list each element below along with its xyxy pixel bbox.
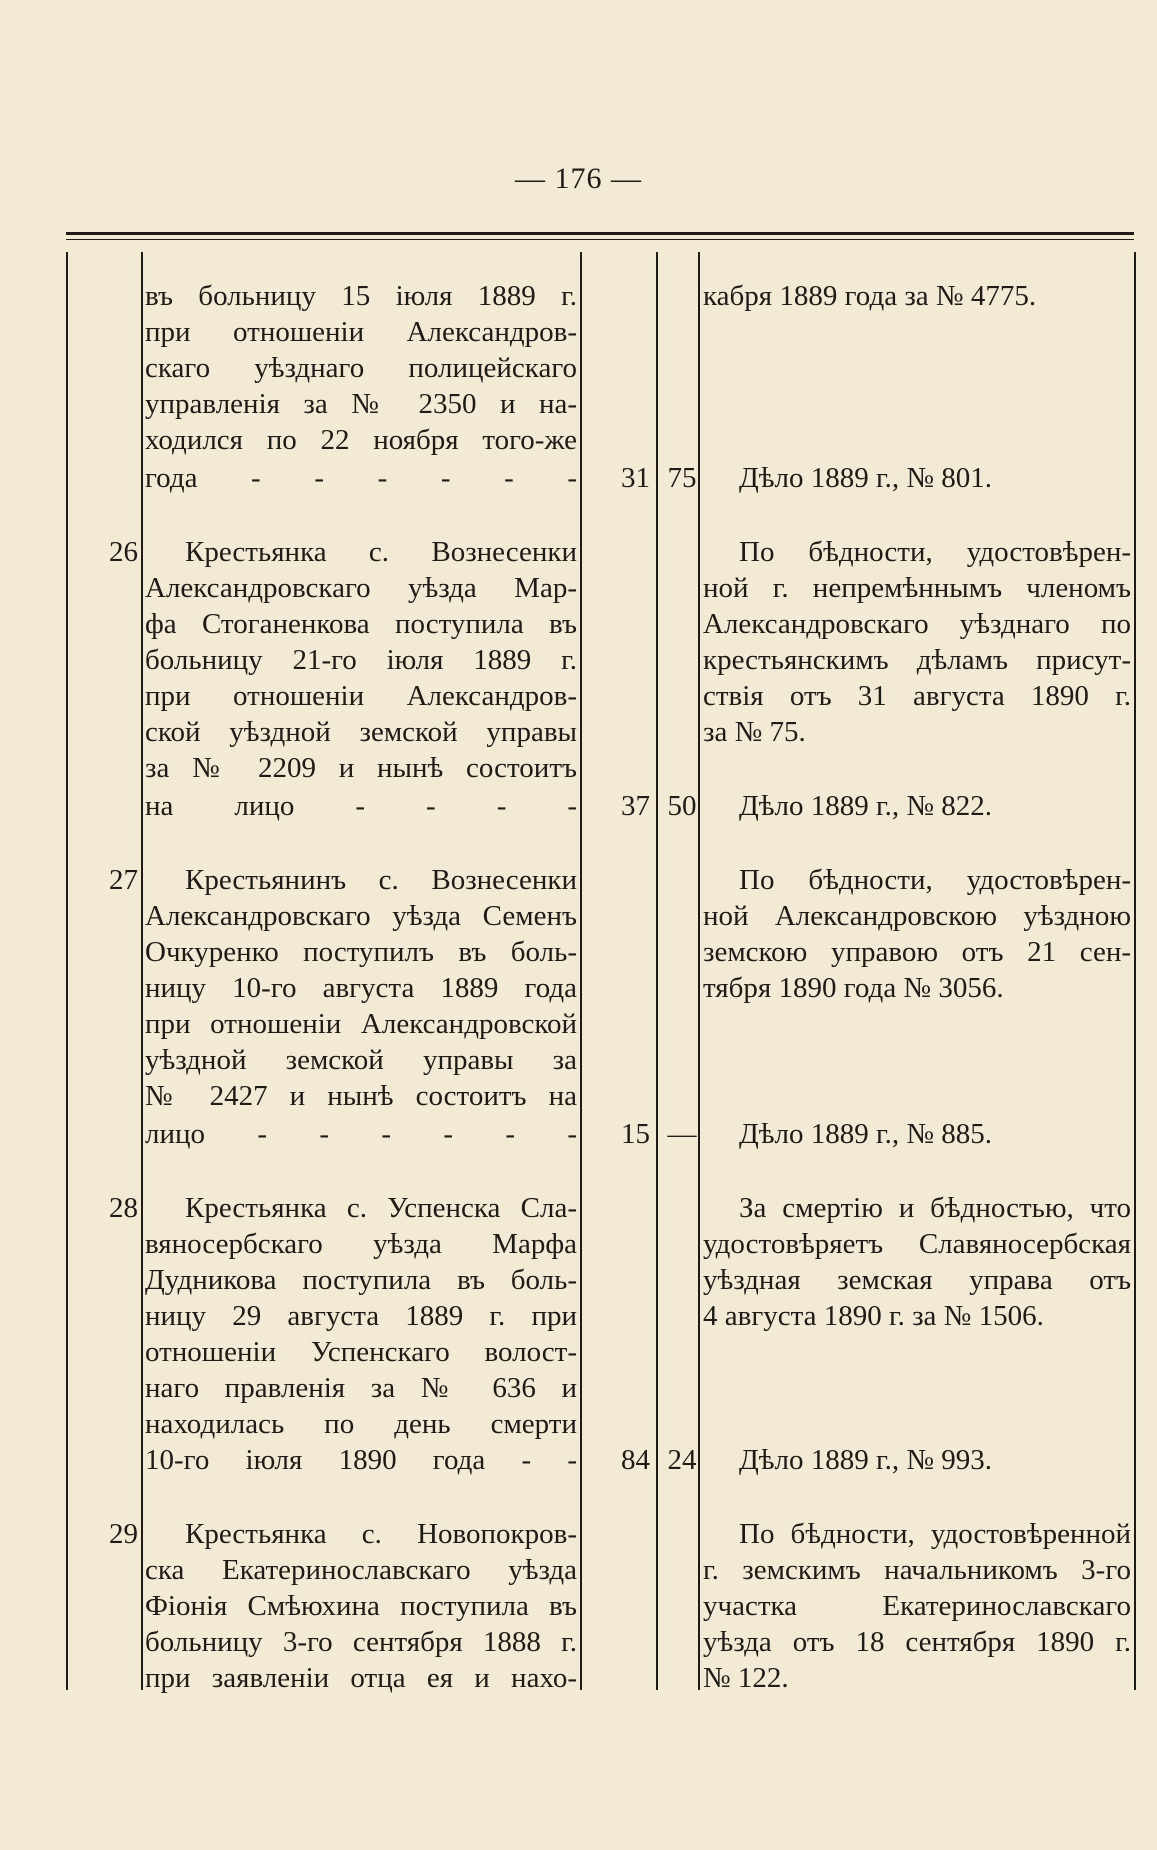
entry-description-line: ницу 29 августа 1889 г. при bbox=[145, 1300, 577, 1332]
amount-kopecks: 24 bbox=[667, 1444, 697, 1476]
entry-description-line: управленія за № 2350 и на- bbox=[145, 388, 577, 420]
entry-description-line: 10-го іюля 1890 года - - bbox=[145, 1444, 577, 1476]
note-line: за № 75. bbox=[703, 716, 806, 748]
entry-description-line: Очкуренко поступилъ въ боль- bbox=[145, 936, 577, 968]
entry-description-line: ской уѣздной земской управы bbox=[145, 716, 577, 748]
note-line: кабря 1889 года за № 4775. bbox=[703, 280, 1037, 312]
entry-number: 26 bbox=[109, 536, 138, 568]
entry-number: 27 bbox=[109, 864, 138, 896]
note-line: По бѣдности, удостовѣрен- bbox=[739, 864, 1131, 896]
note-line: ствія отъ 31 августа 1890 г. bbox=[703, 680, 1131, 712]
entry-number: 28 bbox=[109, 1192, 138, 1224]
entry-description-line: скаго уѣзднаго полицейскаго bbox=[145, 352, 577, 384]
column-divider bbox=[580, 252, 582, 1690]
entry-description-line: Крестьянка с. Новопокров- bbox=[185, 1518, 577, 1550]
amount-rubles: 31 bbox=[621, 462, 650, 494]
note-line: удостовѣряетъ Славяносербская bbox=[703, 1228, 1131, 1260]
page-number: — 176 — bbox=[515, 162, 642, 195]
entry-description-line: ницу 10-го августа 1889 года bbox=[145, 972, 577, 1004]
note-line: 4 августа 1890 г. за № 1506. bbox=[703, 1300, 1044, 1332]
case-reference: Дѣло 1889 г., № 993. bbox=[739, 1444, 993, 1476]
note-line: уѣздная земская управа отъ bbox=[703, 1264, 1131, 1296]
entry-description-line: Крестьянка с. Вознесенки bbox=[185, 536, 577, 568]
entry-description-line: фа Стоганенкова поступила въ bbox=[145, 608, 577, 640]
entry-description-line: отношеніи Успенскаго волост- bbox=[145, 1336, 577, 1368]
amount-rubles: 84 bbox=[621, 1444, 650, 1476]
amount-rubles: 15 bbox=[621, 1118, 650, 1150]
entry-description-line: года - - - - - - bbox=[145, 462, 577, 494]
entry-description-line: больницу 3-го сентября 1888 г. bbox=[145, 1626, 577, 1658]
amount-kopecks: — bbox=[667, 1118, 697, 1150]
column-divider bbox=[66, 252, 68, 1690]
column-divider bbox=[1134, 252, 1136, 1690]
entry-description-line: Александровскаго уѣзда Мар- bbox=[145, 572, 577, 604]
note-line: уѣзда отъ 18 сентября 1890 г. bbox=[703, 1626, 1131, 1658]
note-line: Александровскаго уѣзднаго по bbox=[703, 608, 1131, 640]
entry-description-line: Александровскаго уѣзда Семенъ bbox=[145, 900, 577, 932]
entry-description-line: наго правленія за № 636 и bbox=[145, 1372, 577, 1404]
entry-description-line: Дудникова поступила въ боль- bbox=[145, 1264, 577, 1296]
amount-kopecks: 50 bbox=[667, 790, 697, 822]
column-divider bbox=[141, 252, 143, 1690]
entry-description-line: при заявленіи отца ея и нахо- bbox=[145, 1662, 577, 1694]
entry-description-line: уѣздной земской управы за bbox=[145, 1044, 577, 1076]
entry-description-line: больницу 21-го іюля 1889 г. bbox=[145, 644, 577, 676]
entry-description-line: вяносербскаго уѣзда Марфа bbox=[145, 1228, 577, 1260]
entry-description-line: лицо - - - - - - bbox=[145, 1118, 577, 1150]
entry-description-line: при отношеніи Александровской bbox=[145, 1008, 577, 1040]
entry-description-line: при отношеніи Александров- bbox=[145, 680, 577, 712]
note-line: № 122. bbox=[703, 1662, 789, 1694]
note-line: ной г. непремѣннымъ членомъ bbox=[703, 572, 1131, 604]
note-line: За смертію и бѣдностью, что bbox=[739, 1192, 1131, 1224]
entry-description-line: Крестьянка с. Успенска Сла- bbox=[185, 1192, 577, 1224]
entry-description-line: при отношеніи Александров- bbox=[145, 316, 577, 348]
entry-description-line: находилась по день смерти bbox=[145, 1408, 577, 1440]
note-line: г. земскимъ начальникомъ 3-го bbox=[703, 1554, 1131, 1586]
note-line: участка Екатеринославскаго bbox=[703, 1590, 1131, 1622]
column-divider bbox=[656, 252, 658, 1690]
note-line: По бѣдности, удостовѣрен- bbox=[739, 536, 1131, 568]
case-reference: Дѣло 1889 г., № 801. bbox=[739, 462, 993, 494]
note-line: По бѣдности, удостовѣренной bbox=[739, 1518, 1131, 1550]
table-top-rule bbox=[66, 232, 1134, 235]
case-reference: Дѣло 1889 г., № 885. bbox=[739, 1118, 993, 1150]
entry-description-line: Крестьянинъ с. Вознесенки bbox=[185, 864, 577, 896]
note-line: земскою управою отъ 21 сен- bbox=[703, 936, 1131, 968]
amount-kopecks: 75 bbox=[667, 462, 697, 494]
entry-description-line: № 2427 и нынѣ состоитъ на bbox=[145, 1080, 577, 1112]
entry-description-line: ска Екатеринославскаго уѣзда bbox=[145, 1554, 577, 1586]
entry-number: 29 bbox=[109, 1518, 138, 1550]
amount-rubles: 37 bbox=[621, 790, 650, 822]
entry-description-line: ходился по 22 ноября того-же bbox=[145, 424, 577, 456]
entry-description-line: Фіонія Смѣюхина поступила въ bbox=[145, 1590, 577, 1622]
table-top-rule-thin bbox=[66, 239, 1134, 240]
entry-description-line: въ больницу 15 іюля 1889 г. bbox=[145, 280, 577, 312]
entry-description-line: на лицо - - - - bbox=[145, 790, 577, 822]
entry-description-line: за № 2209 и нынѣ состоитъ bbox=[145, 752, 577, 784]
note-line: тября 1890 года № 3056. bbox=[703, 972, 1004, 1004]
note-line: крестьянскимъ дѣламъ присут- bbox=[703, 644, 1131, 676]
case-reference: Дѣло 1889 г., № 822. bbox=[739, 790, 993, 822]
note-line: ной Александровскою уѣздною bbox=[703, 900, 1131, 932]
